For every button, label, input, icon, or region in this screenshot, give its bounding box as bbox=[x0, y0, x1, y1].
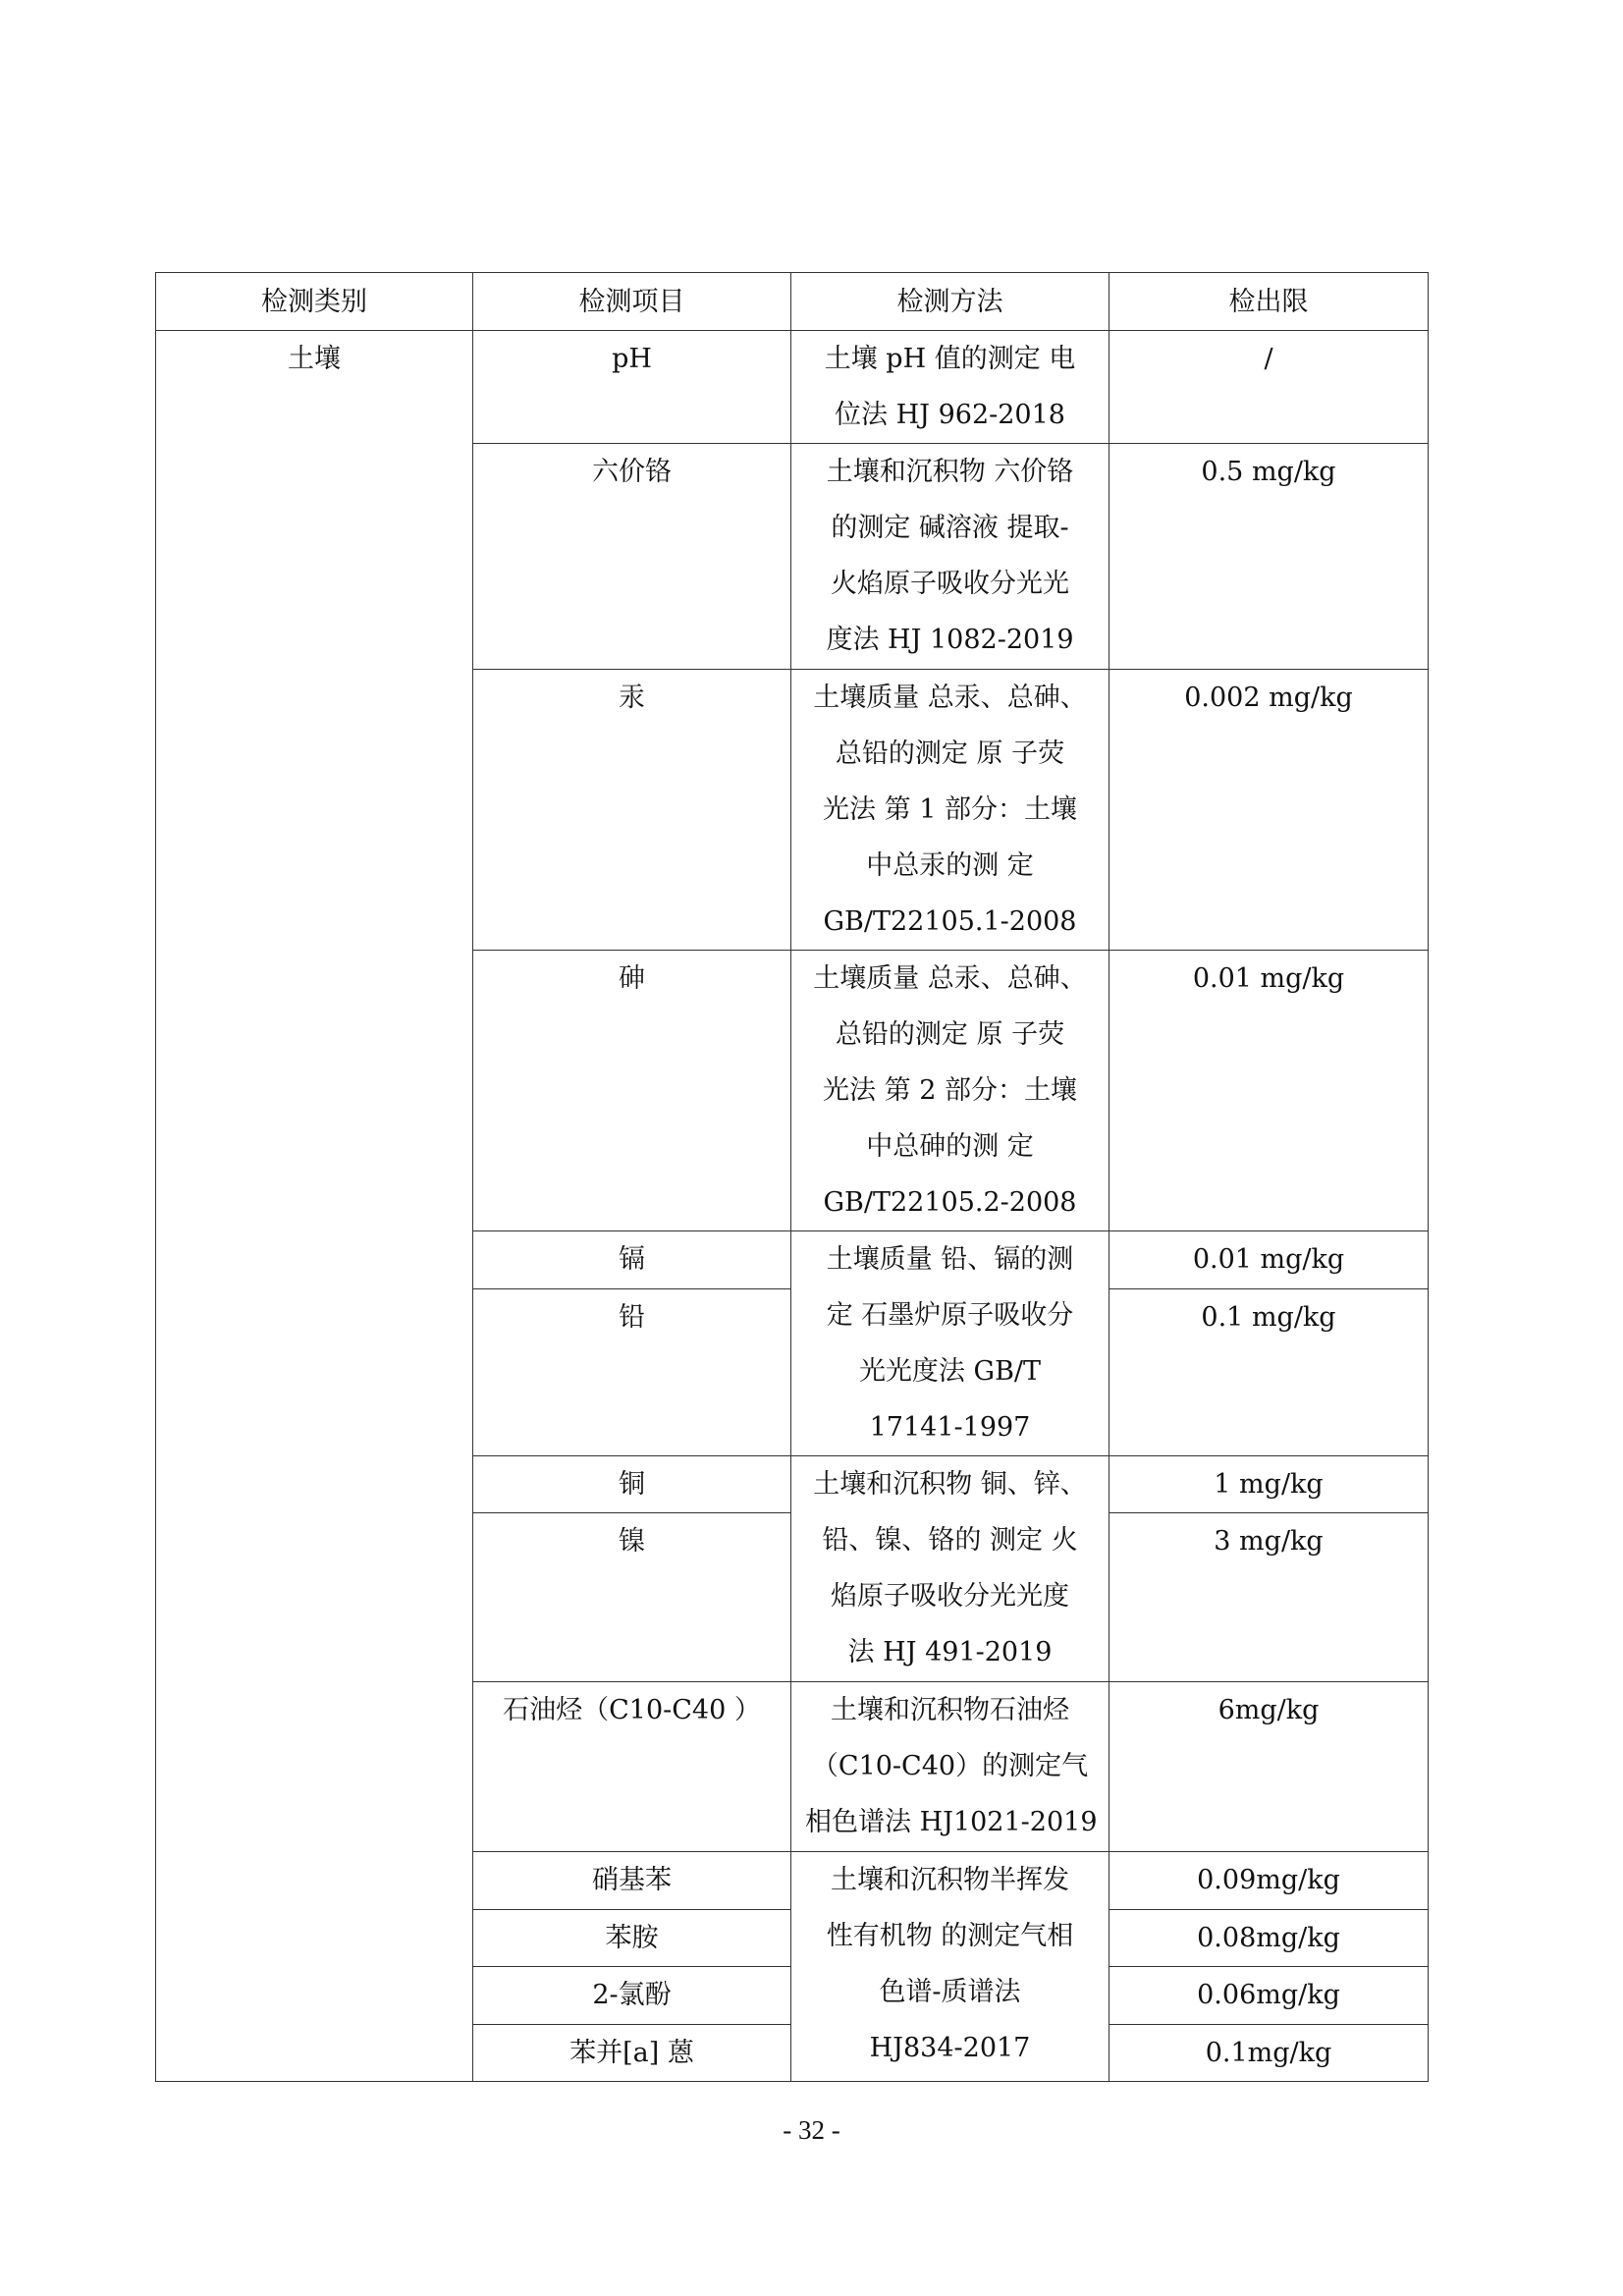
limit-cell: 0.01 mg/kg bbox=[1109, 1231, 1429, 1289]
limit-cell: 0.06mg/kg bbox=[1109, 1967, 1429, 2025]
item-cell: 铜 bbox=[473, 1456, 791, 1513]
limit-cell: 1 mg/kg bbox=[1109, 1456, 1429, 1513]
item-cell: 石油烃（C10-C40 ） bbox=[473, 1682, 791, 1852]
header-method: 检测方法 bbox=[791, 273, 1109, 331]
method-cell: 土壤 pH 值的测定 电 位法 HJ 962-2018 bbox=[791, 331, 1109, 444]
limit-cell: 3 mg/kg bbox=[1109, 1513, 1429, 1682]
item-cell: 六价铬 bbox=[473, 444, 791, 670]
limit-cell: 0.01 mg/kg bbox=[1109, 951, 1429, 1231]
table-row bbox=[156, 331, 1429, 444]
method-cell: 土壤和沉积物 六价铬 的测定 碱溶液 提取- 火焰原子吸收分光光 度法 HJ 1082-2019 bbox=[791, 444, 1109, 670]
item-cell: 2-氯酚 bbox=[473, 1967, 791, 2025]
limit-cell: 0.1mg/kg bbox=[1109, 2025, 1429, 2082]
table-header-row bbox=[156, 273, 1429, 331]
category-cell: 土壤 bbox=[156, 331, 473, 2082]
item-cell: pH bbox=[473, 331, 791, 444]
item-cell: 砷 bbox=[473, 951, 791, 1231]
method-cell: 土壤质量 铅、镉的测 定 石墨炉原子吸收分 光光度法 GB/T 17141-1997 bbox=[791, 1231, 1109, 1456]
item-cell: 镍 bbox=[473, 1513, 791, 1682]
item-cell: 镉 bbox=[473, 1231, 791, 1289]
method-cell: 土壤质量 总汞、总砷、 总铅的测定 原 子荧 光法 第 2 部分：土壤 中总砷的测 定 GB/T22105.2-2008 bbox=[791, 951, 1109, 1231]
item-cell: 苯并[a] 蒽 bbox=[473, 2025, 791, 2082]
item-cell: 苯胺 bbox=[473, 1910, 791, 1967]
method-cell: 土壤质量 总汞、总砷、 总铅的测定 原 子荧 光法 第 1 部分：土壤 中总汞的测 定 GB/T22105.1-2008 bbox=[791, 670, 1109, 951]
item-cell: 汞 bbox=[473, 670, 791, 951]
limit-cell: 6mg/kg bbox=[1109, 1682, 1429, 1852]
page-number: - 32 - bbox=[783, 2115, 840, 2145]
limit-cell: 0.002 mg/kg bbox=[1109, 670, 1429, 951]
header-item: 检测项目 bbox=[473, 273, 791, 331]
method-cell: 土壤和沉积物石油烃 （C10-C40）的测定气 相色谱法 HJ1021-2019 bbox=[791, 1682, 1109, 1852]
header-category: 检测类别 bbox=[156, 273, 473, 331]
header-limit: 检出限 bbox=[1109, 273, 1429, 331]
limit-cell: 0.5 mg/kg bbox=[1109, 444, 1429, 670]
item-cell: 铅 bbox=[473, 1289, 791, 1456]
limit-cell: 0.09mg/kg bbox=[1109, 1852, 1429, 1910]
limit-cell: 0.1 mg/kg bbox=[1109, 1289, 1429, 1456]
method-cell: 土壤和沉积物半挥发 性有机物 的测定气相 色谱-质谱法 HJ834-2017 bbox=[791, 1852, 1109, 2082]
detection-table bbox=[155, 272, 1429, 2082]
limit-cell: 0.08mg/kg bbox=[1109, 1910, 1429, 1967]
item-cell: 硝基苯 bbox=[473, 1852, 791, 1910]
method-cell: 土壤和沉积物 铜、锌、 铅、镍、铬的 测定 火 焰原子吸收分光光度 法 HJ 491-2019 bbox=[791, 1456, 1109, 1682]
limit-cell: / bbox=[1109, 331, 1429, 444]
